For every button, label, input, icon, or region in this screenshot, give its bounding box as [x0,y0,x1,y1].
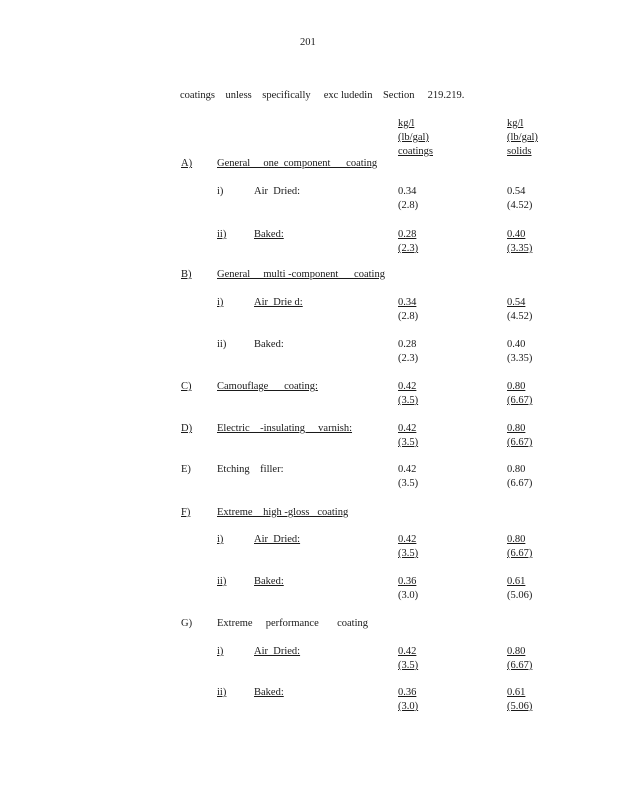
section-title: Electric -insulating varnish: [217,423,353,434]
value-imperial: (3.35) [507,243,533,254]
coatings-value [398,686,418,714]
coatings-value [398,533,418,561]
value-metric: 0.61 [507,687,526,698]
value-metric: 0.42 [398,534,417,545]
intro-line: coatings unless specifically exc ludedin Section 219.219. [180,90,465,101]
value-metric: 0.61 [507,576,526,587]
coatings-value [398,380,418,408]
value-metric: 0.40 [507,229,526,240]
item-label: Air Dried: [254,646,301,657]
value-imperial: (2.8) [398,200,419,211]
value-metric: 0.42 [398,381,417,392]
section-letter: D) [181,423,193,434]
header-coatings-unit: kg/l [398,118,415,129]
header-coatings [398,117,433,159]
solids-value [507,575,532,603]
item-number: ii) [217,576,227,587]
value-metric: 0.80 [507,423,526,434]
value-imperial: (5.06) [507,590,533,601]
value-metric: 0.54 [507,186,526,197]
section-letter: A) [181,158,193,169]
coatings-value [398,463,418,491]
coatings-value [398,185,418,213]
value-metric: 0.36 [398,576,417,587]
value-metric: 0.80 [507,646,526,657]
section-letter: F) [181,507,191,518]
value-metric: 0.28 [398,229,417,240]
value-imperial: (3.5) [398,478,419,489]
coatings-value [398,296,418,324]
header-solids [507,117,538,159]
solids-value [507,380,532,408]
solids-value [507,533,532,561]
value-imperial: (3.5) [398,395,419,406]
section-title: Camouflage coating: [217,381,318,392]
header-solids-unit: kg/l [507,118,524,129]
header-coatings-label: coatings [398,146,433,157]
item-label: Air Dried: [254,186,301,197]
item-label: Baked: [254,687,284,698]
page-number: 201 [300,37,316,48]
section-letter: E) [181,464,191,475]
item-number: ii) [217,687,227,698]
section-title: General one component coating [217,158,378,169]
header-coatings-unit-imperial: (lb/gal) [398,132,429,143]
item-number: ii) [217,339,227,350]
value-imperial: (3.0) [398,590,419,601]
value-imperial: (3.5) [398,660,419,671]
solids-value [507,422,532,450]
value-imperial: (3.5) [398,548,419,559]
item-label: Air Drie d: [254,297,303,308]
header-solids-unit-imperial: (lb/gal) [507,132,538,143]
item-label: Baked: [254,229,284,240]
solids-value [507,645,532,673]
solids-value [507,463,532,491]
value-imperial: (6.67) [507,395,533,406]
solids-value [507,296,532,324]
item-label: Baked: [254,339,284,350]
value-metric: 0.34 [398,297,417,308]
coatings-value [398,228,418,256]
coatings-value [398,338,418,366]
section-letter: B) [181,269,192,280]
item-label: Baked: [254,576,284,587]
section-title: Extreme performance coating [217,618,369,629]
item-number: i) [217,534,224,545]
section-title: Etching filler: [217,464,284,475]
header-solids-label: solids [507,146,532,157]
value-imperial: (5.06) [507,701,533,712]
value-imperial: (6.67) [507,478,533,489]
value-imperial: (2.3) [398,353,419,364]
value-imperial: (4.52) [507,311,533,322]
coatings-value [398,575,418,603]
value-imperial: (4.52) [507,200,533,211]
solids-value [507,338,532,366]
value-imperial: (3.35) [507,353,533,364]
item-number: i) [217,646,224,657]
section-title: General multi -component coating [217,269,385,280]
solids-value [507,686,532,714]
section-title: Extreme high -gloss coating [217,507,349,518]
value-metric: 0.34 [398,186,417,197]
value-metric: 0.54 [507,297,526,308]
value-imperial: (2.8) [398,311,419,322]
section-letter: G) [181,618,193,629]
solids-value [507,185,532,213]
value-imperial: (2.3) [398,243,419,254]
value-metric: 0.40 [507,339,526,350]
value-imperial: (6.67) [507,548,533,559]
coatings-value [398,422,418,450]
item-label: Air Dried: [254,534,301,545]
item-number: i) [217,297,224,308]
value-metric: 0.42 [398,646,417,657]
value-metric: 0.80 [507,534,526,545]
value-imperial: (6.67) [507,660,533,671]
value-imperial: (6.67) [507,437,533,448]
value-metric: 0.42 [398,423,417,434]
item-number: ii) [217,229,227,240]
value-imperial: (3.5) [398,437,419,448]
value-metric: 0.42 [398,464,417,475]
section-letter: C) [181,381,192,392]
value-metric: 0.80 [507,381,526,392]
solids-value [507,228,532,256]
value-metric: 0.80 [507,464,526,475]
value-metric: 0.28 [398,339,417,350]
value-metric: 0.36 [398,687,417,698]
coatings-value [398,645,418,673]
item-number: i) [217,186,224,197]
value-imperial: (3.0) [398,701,419,712]
